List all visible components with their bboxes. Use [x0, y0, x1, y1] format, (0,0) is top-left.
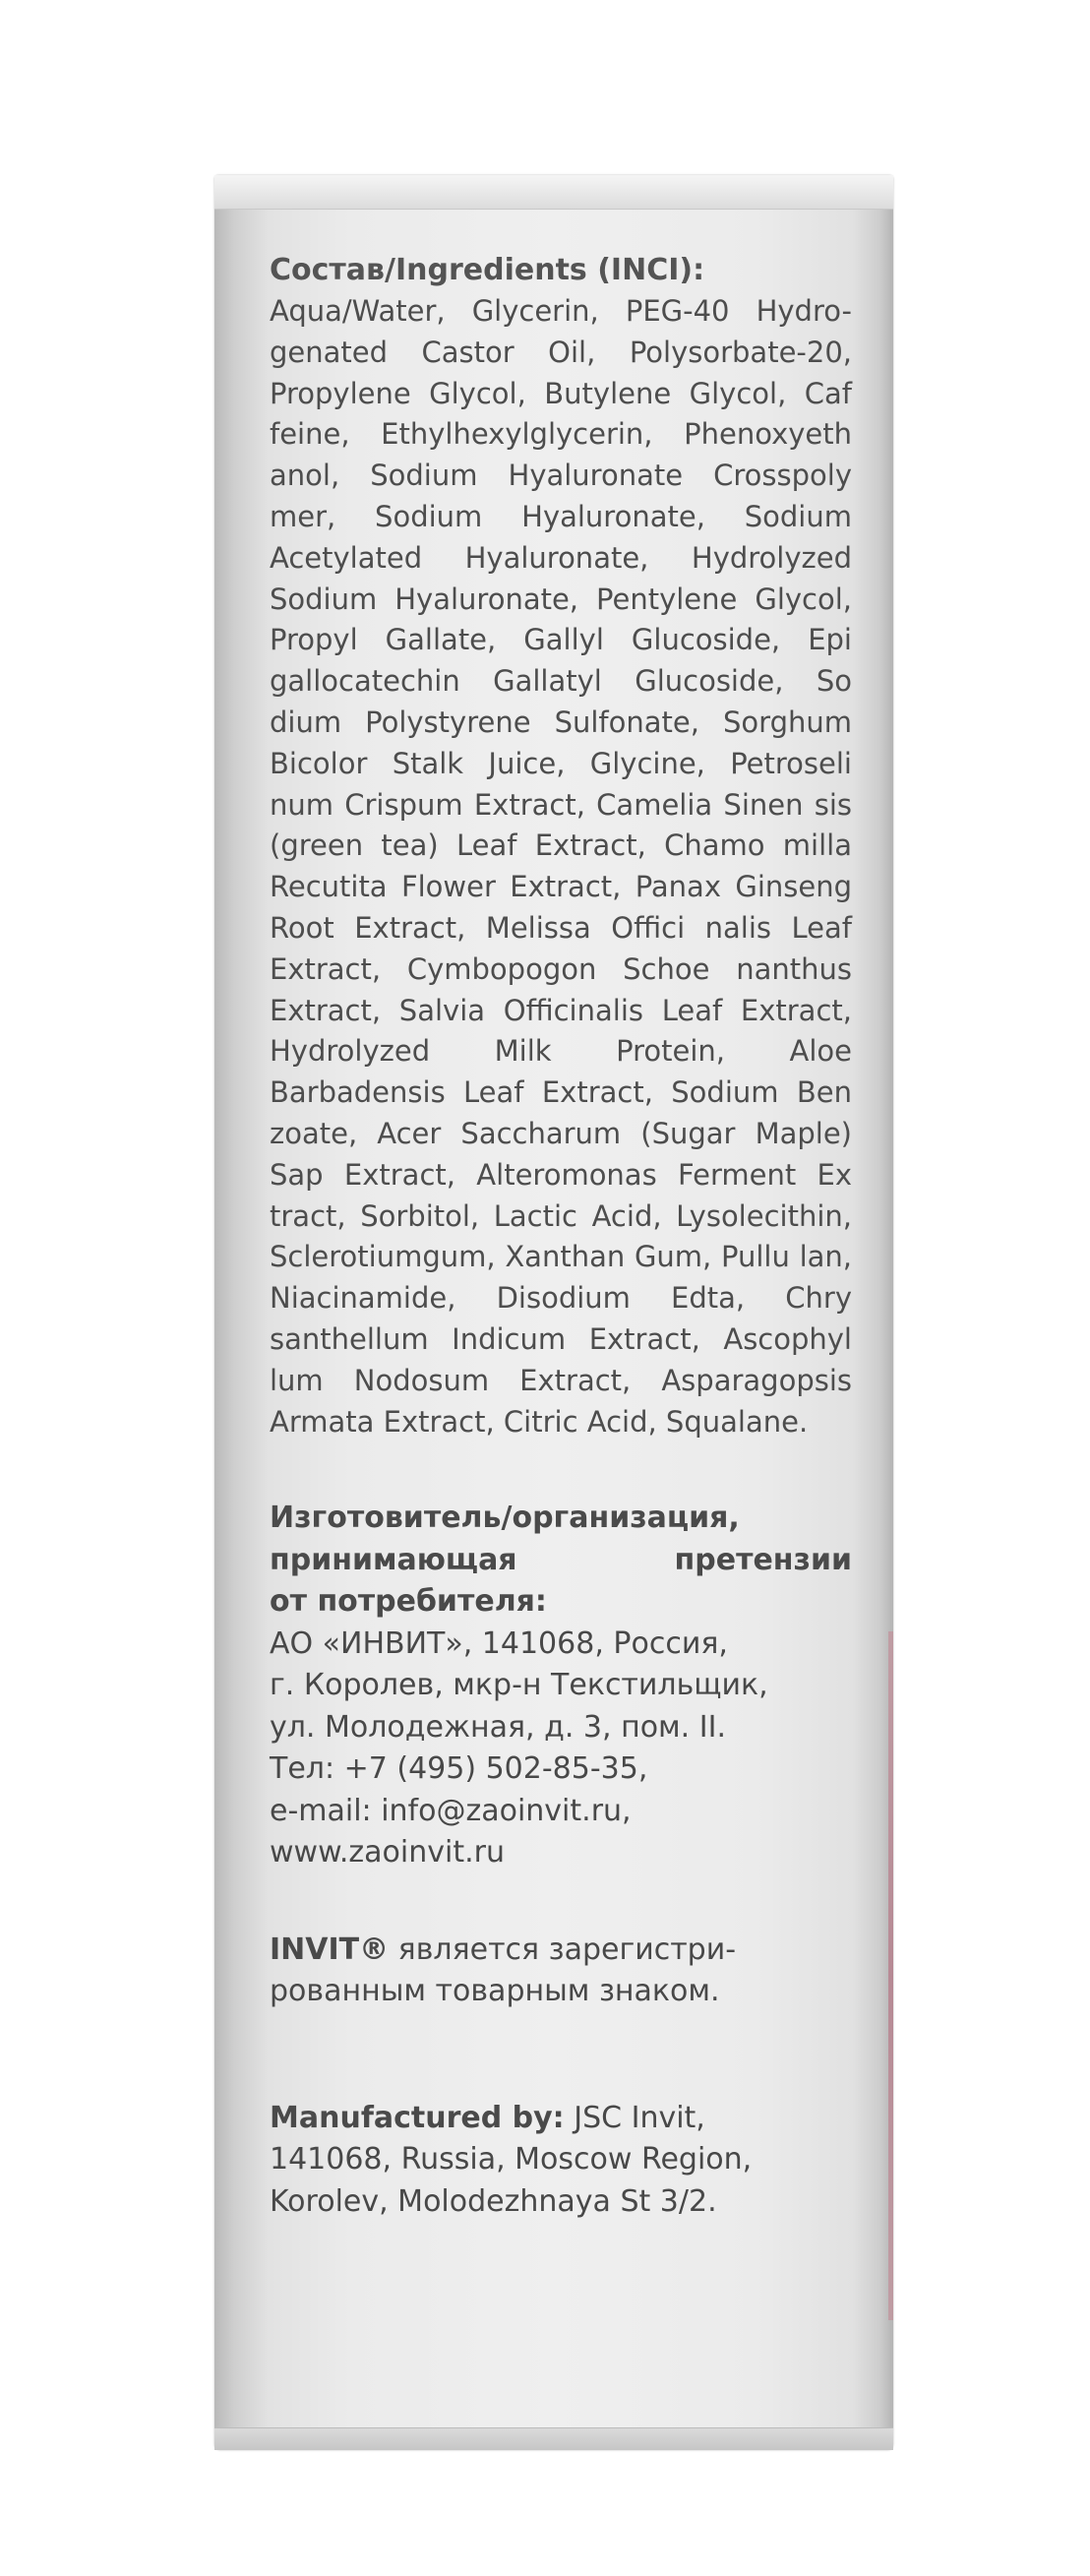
- ingredients-list: Aqua/Water, Glycerin, PEG-40 Hydro-genated Castor Oil, Polysorbate-20, Propylene Glycol, Butylene Glycol, Caf feine, Ethylhexylglycerin, Phenoxyeth anol, Sodium Hyaluronate Crosspoly mer, Sodium Hyaluronate, Sodium Acetylated Hyaluronate, Hydrolyzed Sodium Hyaluronate, Pentylene Glycol, Propyl Gallate, Gallyl Glucoside, Epi gallocatechin Gallatyl Glucoside, So dium Polystyrene Sulfonate, Sorghum Bicolor Stalk Juice, Glycine, Petroseli num Crispum Extract, Camelia Sinen sis (green tea) Leaf Extract, Chamo milla Recutita Flower Extract, Panax Ginseng Root Extract, Melissa Offici nalis Leaf Extract, Cymbopogon Schoe nanthus Extract, Salvia Officinalis Leaf Extract, Hydrolyzed Milk Protein, Aloe Barbadensis Leaf Extract, Sodium Ben zoate, Acer Saccharum (Sugar Maple) Sap Extract, Alteromonas Ferment Ex tract, Sorbitol, Lactic Acid, Lysolecithin, Sclerotiumgum, Xanthan Gum, Pullu lan, Niacinamide, Disodium Edta, Chry santhellum Indicum Extract, Ascophyl lum Nodosum Extract, Asparagopsis Armata Extract, Citric Acid, Squalane.: [270, 294, 852, 1439]
- trademark-text-line-1: является зарегистри-: [389, 1932, 737, 1967]
- box-bottom-edge: [214, 2427, 893, 2450]
- manufacturer-heading-line-2: принимающая претензии: [270, 1542, 852, 1577]
- address-line-3: ул. Молодежная, д. 3, пом. II.: [270, 1709, 726, 1745]
- manufactured-by-block: [270, 2098, 852, 2224]
- manufactured-text-line-1: JSC Invit,: [564, 2100, 705, 2135]
- email-line: e-mail: info@zaoinvit.ru,: [270, 1793, 632, 1828]
- manufactured-text-line-2: 141068, Russia, Moscow Region,: [270, 2142, 753, 2177]
- manufacturer-heading-line-3: от потребителя:: [270, 1584, 547, 1620]
- address-line-2: г. Королев, мкр-н Текстильщик,: [270, 1668, 768, 1703]
- box-edge-accent: [888, 1631, 893, 2320]
- box-top-flap: [214, 175, 893, 210]
- phone-line: Тел: +7 (495) 502-85-35,: [270, 1751, 648, 1787]
- trademark-text-line-2: рованным товарным знаком.: [270, 1974, 720, 2009]
- trademark-brand: INVIT®: [270, 1932, 390, 1967]
- ingredients-heading: Состав/Ingredients (INCI):: [270, 253, 705, 287]
- address-line-1: АО «ИНВИТ», 141068, Россия,: [270, 1625, 728, 1661]
- manufacturer-heading-line-1: Изготовитель/организация,: [270, 1501, 740, 1536]
- product-box-side: [214, 175, 893, 2450]
- label-text-area: [270, 250, 852, 2223]
- manufactured-by-label: Manufactured by:: [270, 2100, 565, 2135]
- trademark-block: [270, 1930, 852, 2013]
- manufactured-text-line-3: Korolev, Molodezhnaya St 3/2.: [270, 2183, 717, 2219]
- manufacturer-block-ru: [270, 1498, 852, 1874]
- website-line: www.zaoinvit.ru: [270, 1835, 505, 1871]
